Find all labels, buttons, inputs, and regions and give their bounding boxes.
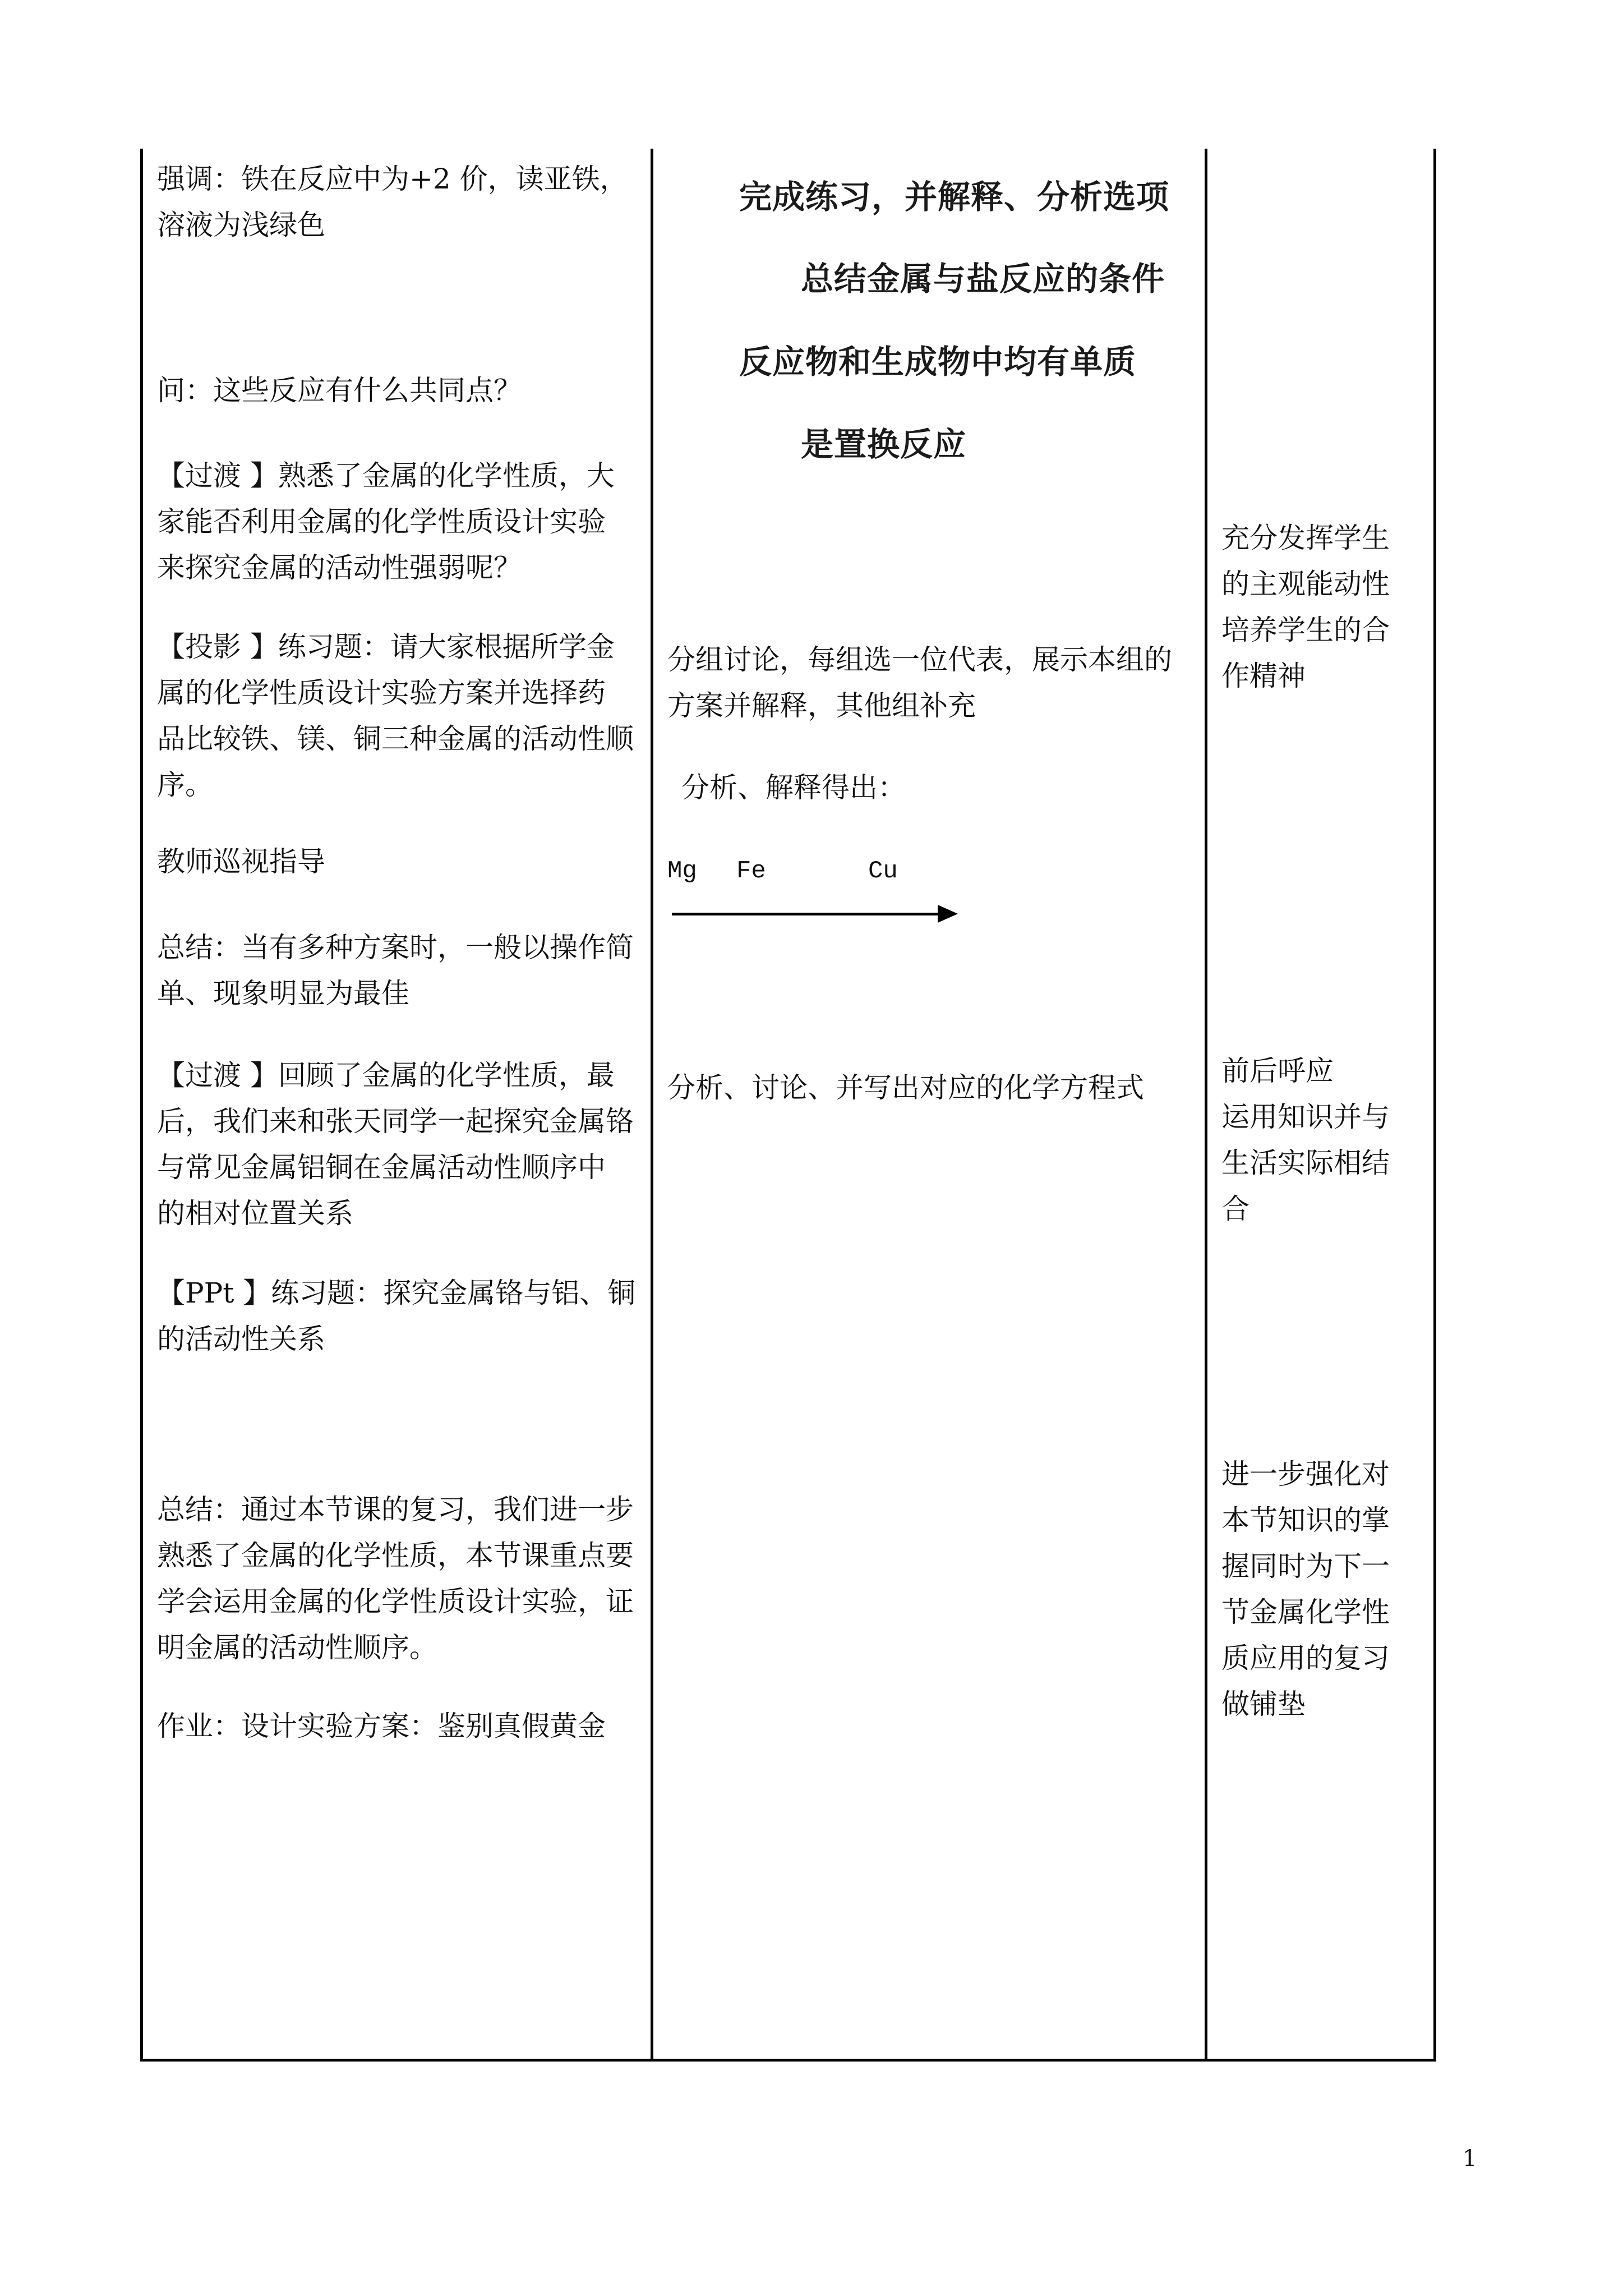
common-point-question: 问：这些反应有什么共同点？ [157, 374, 522, 407]
emphasis-note: 强调：铁在反应中为+2 价，读亚铁， 溶液为浅绿色 [157, 163, 628, 241]
table-border-left [140, 149, 143, 2062]
series-cu: Cu [868, 857, 898, 885]
summary-paragraph-1: 总结：当有多种方案时，一般以操作简 单、现象明显为最佳 [157, 931, 634, 1010]
page-number: 1 [1463, 2146, 1477, 2171]
table-border-right [1433, 149, 1436, 2062]
intent-reinforce: 进一步强化对 本节知识的掌 握同时为下一 节金属化学性 质应用的复习 做铺垫 [1221, 1458, 1390, 1720]
series-mg: Mg [667, 857, 697, 885]
transition-paragraph-1: 【过渡 】熟悉了金属的化学性质，大 家能否利用金属的化学性质设计实验 来探究金属的活动性强弱呢？ [157, 459, 615, 584]
group-discussion: 分组讨论，每组选一位代表，展示本组的 方案并解释，其他组补充 [667, 643, 1172, 722]
teacher-patrol: 教师巡视指导 [157, 845, 325, 878]
transition-paragraph-2: 【过渡 】回顾了金属的化学性质，最 后，我们来和张天同学一起探究金属铬 与常见金属铝铜在金属活动性顺序中 的相对位置关系 [157, 1059, 634, 1230]
analysis-conclusion: 分析、解释得出： [681, 771, 906, 804]
ppt-exercise: 【PPt 】练习题：探究金属铬与铝、铜 的活动性关系 [157, 1277, 636, 1355]
table-border-col1 [651, 149, 653, 2062]
image-line-conditions: 总结金属与盐反应的条件 [801, 260, 1165, 298]
image-line-replacement: 是置换反应 [801, 425, 967, 463]
intent-cooperation: 充分发挥学生 的主观能动性 培养学生的合 作精神 [1221, 522, 1390, 692]
image-line-exercise: 完成练习，并解释、分析选项 [739, 178, 1170, 216]
summary-paragraph-2: 总结：通过本节课的复习，我们进一步 熟悉了金属的化学性质，本节课重点要 学会运用金属的化学性质设计实验，证 明金属的活动性顺序。 [157, 1493, 634, 1664]
projection-exercise: 【投影 】练习题：请大家根据所学金 属的化学性质设计实验方案并选择药 品比较铁、镁、铜三种金属的活动性顺 序。 [157, 631, 634, 801]
activity-arrow-head [938, 905, 958, 923]
image-line-reactants: 反应物和生成物中均有单质 [739, 343, 1137, 381]
homework: 作业：设计实验方案：鉴别真假黄金 [157, 1710, 606, 1742]
intent-echo: 前后呼应 运用知识并与 生活实际相结 合 [1221, 1055, 1390, 1225]
series-fe: Fe [736, 857, 766, 885]
table-border-col2 [1205, 149, 1207, 2062]
table-border-bottom [140, 2059, 1436, 2062]
activity-arrow-line [672, 913, 941, 915]
analysis-discussion: 分析、讨论、并写出对应的化学方程式 [667, 1071, 1144, 1104]
